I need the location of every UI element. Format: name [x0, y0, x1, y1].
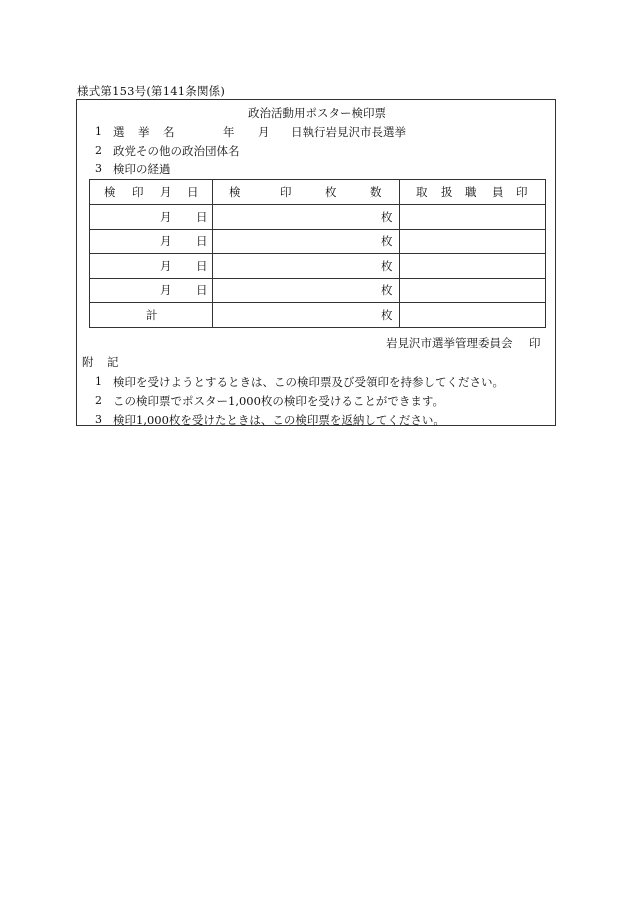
table-row — [90, 254, 546, 279]
note-number: 2 — [95, 394, 102, 407]
stamp-form — [76, 99, 556, 426]
table-total-row — [90, 303, 546, 328]
total-label-cell: 計 — [90, 303, 213, 328]
note-text: 検印1,000枚を受けたときは、この検印票を返納してください。 — [113, 413, 445, 427]
item-number: 3 — [95, 162, 102, 175]
note-text: 検印を受けようとするときは、この検印票及び受領印を持参してください。 — [113, 375, 504, 389]
header-stamp-count: 検 印 枚 数 — [213, 180, 400, 205]
count-cell[interactable]: 枚 — [213, 205, 400, 230]
form-title: 政治活動用ポスター検印票 — [248, 106, 386, 120]
date-cell[interactable]: 月 日 — [90, 229, 213, 254]
count-cell[interactable]: 枚 — [213, 254, 400, 279]
date-year: 年 — [223, 125, 235, 139]
table-header-row — [90, 180, 546, 205]
header-staff-seal: 取 扱 職 員 印 — [400, 180, 546, 205]
stamp-history-label: 検印の経過 — [113, 162, 171, 176]
issuer-seal: 印 — [529, 336, 541, 350]
date-cell[interactable]: 月 日 — [90, 254, 213, 279]
seal-cell[interactable] — [400, 254, 546, 279]
notes-heading-char: 記 — [107, 355, 119, 369]
issuer-name: 岩見沢市選挙管理委員会 — [386, 336, 513, 350]
notes-heading-char: 附 — [82, 355, 94, 369]
item-label-char: 挙 — [138, 125, 150, 139]
party-name-label: 政党その他の政治団体名 — [113, 144, 240, 158]
seal-cell[interactable] — [400, 278, 546, 303]
header-stamp-date: 検 印 月 日 — [90, 180, 213, 205]
note-text: この検印票でポスター1,000枚の検印を受けることができます。 — [113, 394, 444, 408]
note-number: 1 — [95, 375, 102, 388]
item-label-char: 名 — [163, 125, 175, 139]
stamp-history-table — [89, 179, 546, 328]
table-row — [90, 229, 546, 254]
item-number: 1 — [95, 125, 102, 138]
count-cell[interactable]: 枚 — [213, 229, 400, 254]
item-number: 2 — [95, 144, 102, 157]
note-number: 3 — [95, 413, 102, 426]
seal-cell[interactable] — [400, 205, 546, 230]
form-number: 様式第153号(第141条関係) — [77, 84, 226, 98]
seal-cell[interactable] — [400, 229, 546, 254]
count-cell[interactable]: 枚 — [213, 278, 400, 303]
date-cell[interactable]: 月 日 — [90, 205, 213, 230]
date-month: 月 — [258, 125, 270, 139]
table-row — [90, 205, 546, 230]
date-cell[interactable]: 月 日 — [90, 278, 213, 303]
election-name: 日執行岩見沢市長選挙 — [291, 125, 406, 139]
item-label-char: 選 — [113, 125, 125, 139]
total-count-cell[interactable]: 枚 — [213, 303, 400, 328]
table-row — [90, 278, 546, 303]
total-seal-cell[interactable] — [400, 303, 546, 328]
